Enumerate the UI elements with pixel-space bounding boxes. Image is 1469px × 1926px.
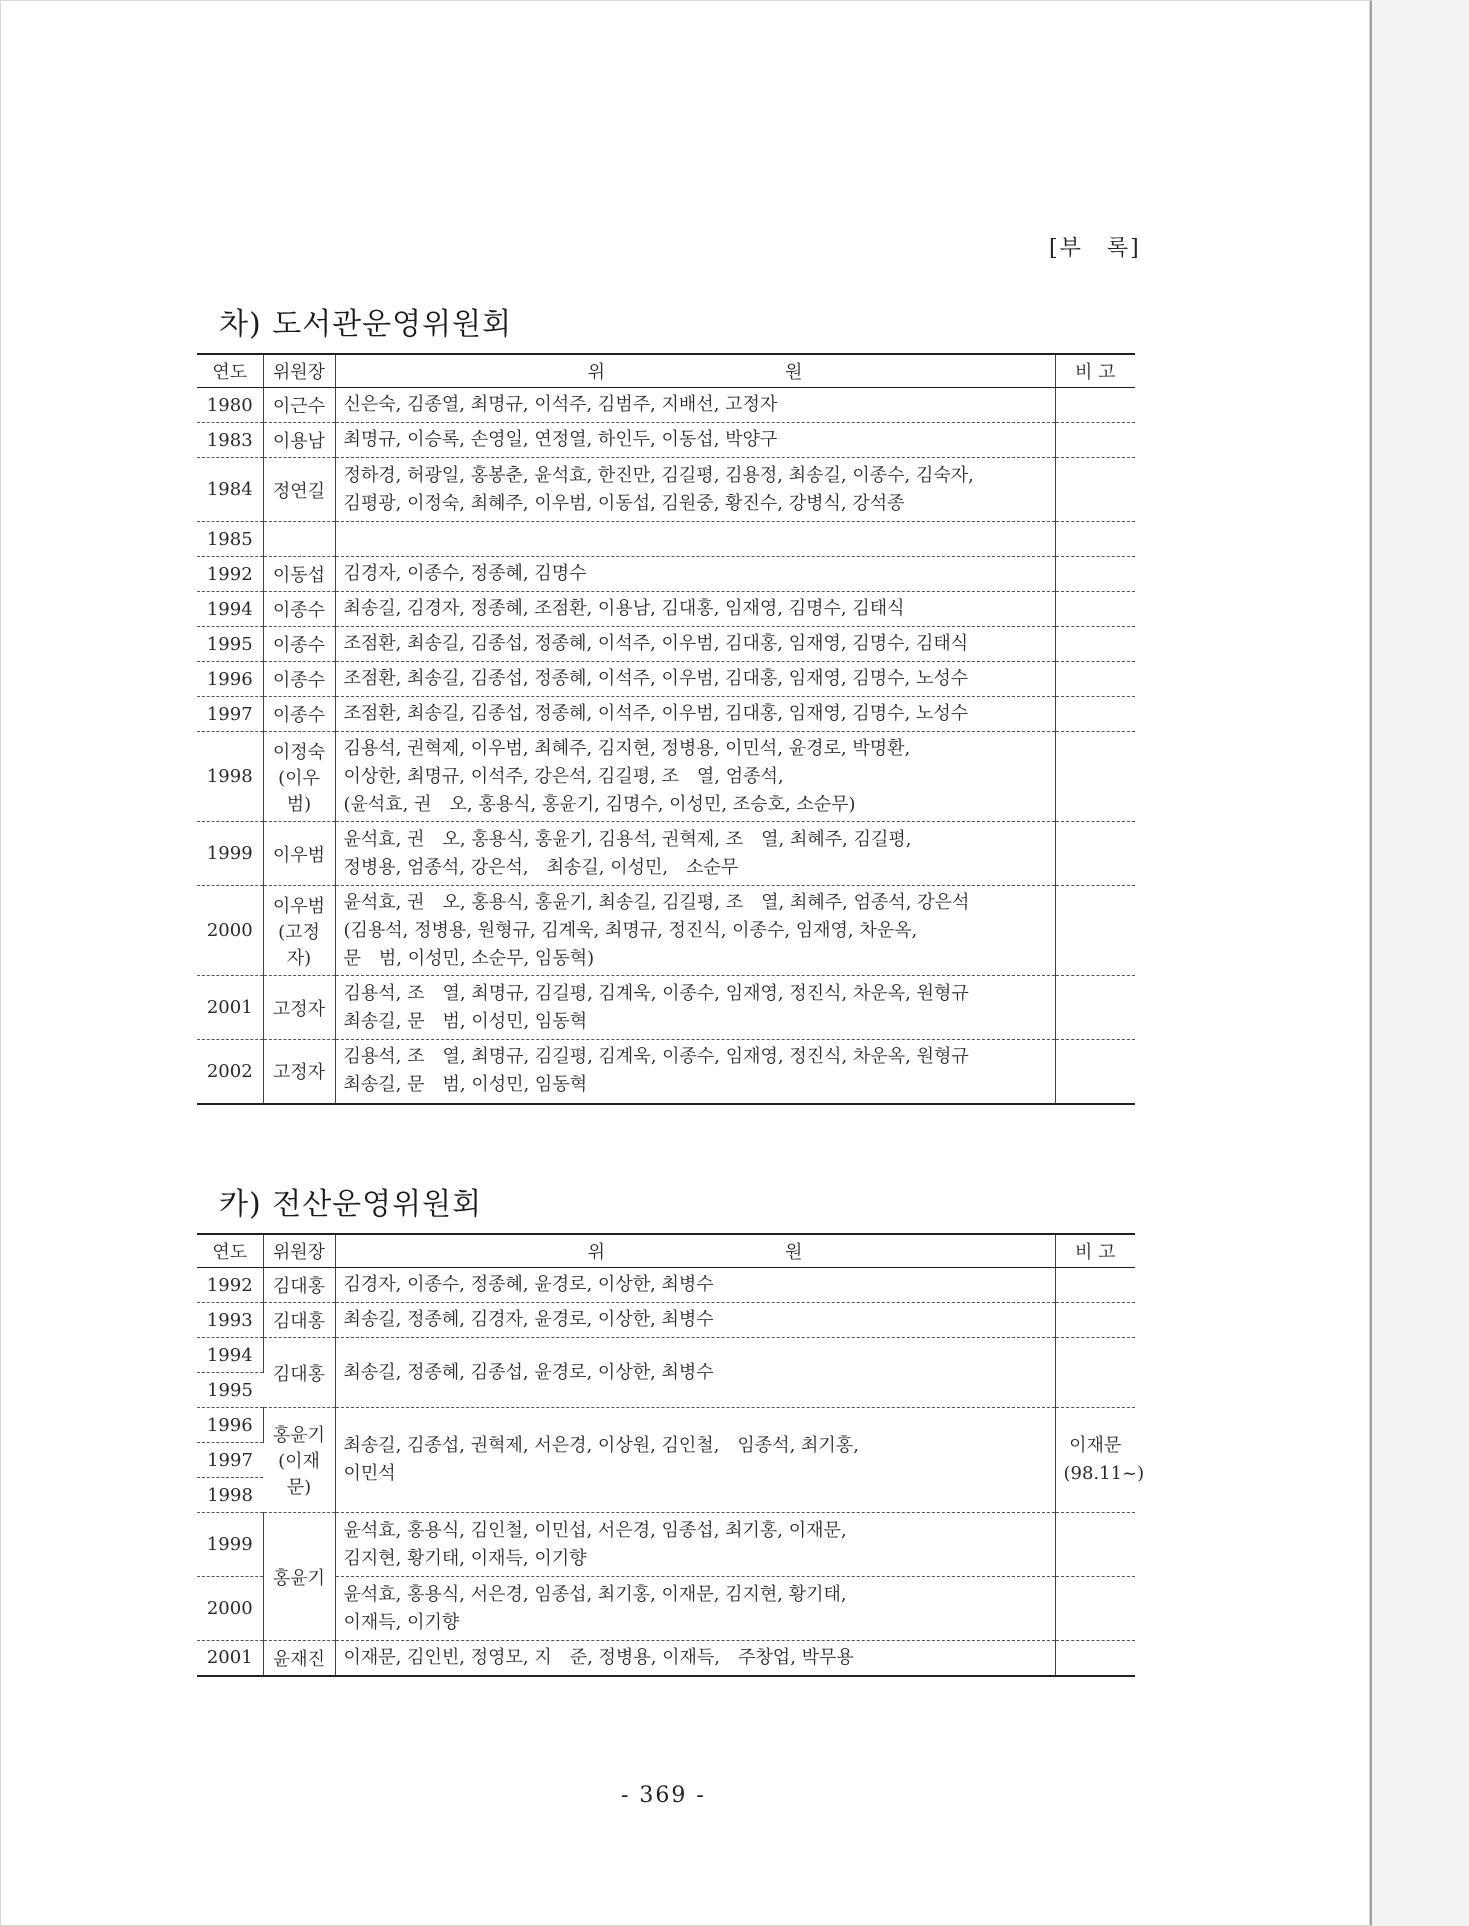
row-note — [1055, 886, 1135, 976]
row-members: 최송길, 정종혜, 김종섭, 윤경로, 이상한, 최병수 — [335, 1338, 1055, 1408]
row-year: 1993 — [197, 1303, 263, 1338]
table-header-row — [197, 354, 1135, 388]
row-year: 1996 — [197, 1408, 263, 1443]
row-members-line: 김용석, 권혁제, 이우범, 최혜주, 김지현, 정병용, 이민석, 윤경로, 박명환, — [343, 737, 911, 759]
row-chair: 고정자 — [263, 1040, 335, 1104]
row-members-line: 김지현, 황기태, 이재득, 이기향 — [343, 1547, 587, 1569]
table-row — [197, 1040, 1135, 1104]
row-year: 2002 — [197, 1040, 263, 1104]
row-year: 1992 — [197, 557, 263, 592]
row-year: 1994 — [197, 1338, 263, 1373]
header-note: 비 고 — [1055, 1234, 1135, 1268]
header-members — [335, 354, 1055, 388]
row-members: 김경자, 이종수, 정종혜, 윤경로, 이상한, 최병수 — [335, 1268, 1055, 1303]
row-members — [335, 1040, 1055, 1104]
row-note — [1055, 1040, 1135, 1104]
row-year: 1997 — [197, 1443, 263, 1478]
header-chair: 위원장 — [263, 1234, 335, 1268]
row-chair: 홍윤기 — [263, 1513, 335, 1641]
table-row — [197, 976, 1135, 1040]
row-members-line: 윤석효, 권 오, 홍용식, 홍윤기, 김용석, 권혁제, 조 열, 최혜주, 김길평, — [343, 828, 912, 850]
section-title-computing-committee: 카) 전산운영위원회 — [219, 1187, 483, 1222]
computing-committee-table — [197, 1233, 1145, 1677]
row-members — [335, 1408, 1055, 1513]
table-row — [197, 1513, 1135, 1577]
table-row — [197, 732, 1135, 822]
table-row — [197, 423, 1135, 458]
table-row — [197, 557, 1135, 592]
row-note — [1055, 388, 1135, 423]
row-members-line: (김용석, 정병용, 원형규, 김계욱, 최명규, 정진식, 이종수, 임재영, 차운옥, — [343, 919, 918, 941]
row-members-line: 최송길, 문 범, 이성민, 임동혁 — [343, 1010, 588, 1032]
table-row — [197, 592, 1135, 627]
row-year: 1999 — [197, 822, 263, 886]
row-note — [1055, 1641, 1135, 1676]
row-note-line: 이재문 — [1069, 1435, 1122, 1456]
row-year: 1996 — [197, 662, 263, 697]
row-year: 1983 — [197, 423, 263, 458]
table-row — [197, 1408, 1135, 1443]
row-note — [1055, 423, 1135, 458]
table-row — [197, 662, 1135, 697]
row-year: 2000 — [197, 886, 263, 976]
row-members: 최송길, 정종혜, 김경자, 윤경로, 이상한, 최병수 — [335, 1303, 1055, 1338]
table-row — [197, 1577, 1135, 1641]
row-members: 조점환, 최송길, 김종섭, 정종혜, 이석주, 이우범, 김대홍, 임재영, 김명수, 김태식 — [335, 627, 1055, 662]
row-members: 조점환, 최송길, 김종섭, 정종혜, 이석주, 이우범, 김대홍, 임재영, 김명수, 노성수 — [335, 697, 1055, 732]
row-chair-line: 이우범 — [272, 895, 326, 917]
row-members-line: 윤석효, 홍용식, 김인철, 이민섭, 서은경, 임종섭, 최기홍, 이재문, — [343, 1519, 847, 1541]
row-chair: 김대홍 — [263, 1303, 335, 1338]
row-year: 1985 — [197, 522, 263, 557]
row-chair: 고정자 — [263, 976, 335, 1040]
row-chair: 이종수 — [263, 592, 335, 627]
row-note — [1055, 592, 1135, 627]
header-members-part1: 위 — [587, 362, 605, 383]
row-members — [335, 886, 1055, 976]
row-note — [1055, 732, 1135, 822]
section-title-library-committee: 차) 도서관운영위원회 — [219, 307, 513, 342]
header-year: 연도 — [197, 354, 263, 388]
row-members-line: 이상한, 최명규, 이석주, 강은석, 김길평, 조 열, 엄종석, — [343, 765, 784, 787]
row-year: 1994 — [197, 592, 263, 627]
row-chair — [263, 1408, 335, 1513]
row-chair: 이근수 — [263, 388, 335, 423]
row-note — [1055, 522, 1135, 557]
row-chair: 이용남 — [263, 423, 335, 458]
viewer-gutter — [1372, 0, 1469, 1926]
table-row — [197, 1268, 1135, 1303]
row-members — [335, 522, 1055, 557]
row-members-line: 김평광, 이정숙, 최혜주, 이우범, 이동섭, 김원중, 황진수, 강병식, 강석종 — [343, 492, 905, 514]
row-note-line: (98.11~) — [1063, 1463, 1145, 1484]
row-members: 최송길, 김경자, 정종혜, 조점환, 이용남, 김대홍, 임재영, 김명수, 김태식 — [335, 592, 1055, 627]
row-chair: 이우범 — [263, 822, 335, 886]
row-note — [1055, 1338, 1135, 1408]
table-row — [197, 522, 1135, 557]
row-year: 1997 — [197, 697, 263, 732]
row-chair — [263, 732, 335, 822]
row-note — [1055, 1408, 1145, 1513]
row-chair — [263, 886, 335, 976]
row-members-line: 이재득, 이기향 — [343, 1611, 460, 1633]
row-year: 2001 — [197, 976, 263, 1040]
row-year: 1998 — [197, 732, 263, 822]
row-members — [335, 458, 1055, 522]
row-chair: 김대홍 — [263, 1268, 335, 1303]
row-note — [1055, 1577, 1135, 1641]
table-row — [197, 458, 1135, 522]
row-note — [1055, 627, 1135, 662]
row-note — [1055, 1268, 1135, 1303]
header-note: 비 고 — [1055, 354, 1135, 388]
row-members-line: 최송길, 김종섭, 권혁제, 서은경, 이상원, 김인철, 임종석, 최기홍, — [343, 1435, 859, 1456]
row-members — [335, 976, 1055, 1040]
row-members-line: 최송길, 문 범, 이성민, 임동혁 — [343, 1074, 588, 1096]
row-chair-line: 홍윤기 — [272, 1425, 326, 1446]
row-year: 1992 — [197, 1268, 263, 1303]
table-row — [197, 697, 1135, 732]
row-chair: 윤재진 — [263, 1641, 335, 1676]
table-row — [197, 1303, 1135, 1338]
row-year: 2001 — [197, 1641, 263, 1676]
row-note — [1055, 697, 1135, 732]
row-chair-line: 이정숙 — [272, 741, 326, 763]
row-members: 최명규, 이승록, 손영일, 연정열, 하인두, 이동섭, 박양구 — [335, 423, 1055, 458]
row-chair-line: (이우범) — [278, 767, 320, 815]
row-members-line: 윤석효, 권 오, 홍용식, 홍윤기, 최송길, 김길평, 조 열, 최혜주, 엄종석, 강은석 — [343, 891, 970, 913]
row-note — [1055, 557, 1135, 592]
table-row — [197, 886, 1135, 976]
row-members-line: 정병용, 엄종석, 강은석, 최송길, 이성민, 소순무 — [343, 856, 739, 878]
library-committee-table — [197, 353, 1135, 1105]
row-members-line: 이민석 — [343, 1463, 396, 1484]
row-year: 1980 — [197, 388, 263, 423]
table-row — [197, 822, 1135, 886]
header-year: 연도 — [197, 1234, 263, 1268]
row-members — [335, 1577, 1055, 1641]
row-year: 1998 — [197, 1478, 263, 1513]
row-members — [335, 1513, 1055, 1577]
row-year: 1995 — [197, 1373, 263, 1408]
row-year: 1995 — [197, 627, 263, 662]
row-note — [1055, 822, 1135, 886]
row-note — [1055, 1303, 1135, 1338]
table-row — [197, 1641, 1135, 1676]
table-header-row — [197, 1234, 1135, 1268]
row-chair-line: (이재문) — [278, 1451, 320, 1498]
table-row — [197, 627, 1135, 662]
row-chair: 이종수 — [263, 662, 335, 697]
row-members-line: 김용석, 조 열, 최명규, 김길평, 김계욱, 이종수, 임재영, 정진식, 차운옥, 원형규 — [343, 1046, 969, 1068]
row-chair: 이종수 — [263, 697, 335, 732]
row-members — [335, 732, 1055, 822]
header-members — [335, 1234, 1055, 1268]
row-members: 조점환, 최송길, 김종섭, 정종혜, 이석주, 이우범, 김대홍, 임재영, 김명수, 노성수 — [335, 662, 1055, 697]
table-row — [197, 1338, 1135, 1373]
row-members-line: 문 범, 이성민, 소순무, 임동혁) — [343, 947, 595, 969]
row-members — [335, 822, 1055, 886]
row-members: 김경자, 이종수, 정종혜, 김명수 — [335, 557, 1055, 592]
row-year: 1984 — [197, 458, 263, 522]
row-members: 신은숙, 김종열, 최명규, 이석주, 김범주, 지배선, 고정자 — [335, 388, 1055, 423]
row-members-line: (윤석효, 권 오, 홍용식, 홍윤기, 김명수, 이성민, 조승호, 소순무) — [343, 793, 856, 815]
row-chair — [263, 522, 335, 557]
row-chair-line: (고정자) — [278, 921, 320, 969]
header-members-part2: 원 — [785, 362, 803, 383]
row-chair: 이동섭 — [263, 557, 335, 592]
row-chair: 정연길 — [263, 458, 335, 522]
header-members-part1: 위 — [587, 1242, 605, 1263]
row-members-line: 김용석, 조 열, 최명규, 김길평, 김계욱, 이종수, 임재영, 정진식, 차운옥, 원형규 — [343, 982, 969, 1004]
row-chair: 김대홍 — [263, 1338, 335, 1408]
row-note — [1055, 976, 1135, 1040]
header-chair: 위원장 — [263, 354, 335, 388]
row-year: 2000 — [197, 1577, 263, 1641]
header-members-part2: 원 — [785, 1242, 803, 1263]
page-number: - 369 - — [621, 1783, 706, 1808]
appendix-tag: [부 록] — [1049, 236, 1141, 261]
row-members-line: 정하경, 허광일, 홍봉춘, 윤석효, 한진만, 김길평, 김용정, 최송길, 이종수, 김숙자, — [343, 464, 974, 486]
table-row — [197, 388, 1135, 423]
row-members-line: 윤석효, 홍용식, 서은경, 임종섭, 최기홍, 이재문, 김지현, 황기태, — [343, 1583, 847, 1605]
row-note — [1055, 458, 1135, 522]
row-chair: 이종수 — [263, 627, 335, 662]
row-note — [1055, 1513, 1135, 1577]
row-members: 이재문, 김인빈, 정영모, 지 준, 정병용, 이재득, 주창업, 박무용 — [335, 1641, 1055, 1676]
row-note — [1055, 662, 1135, 697]
row-year: 1999 — [197, 1513, 263, 1577]
